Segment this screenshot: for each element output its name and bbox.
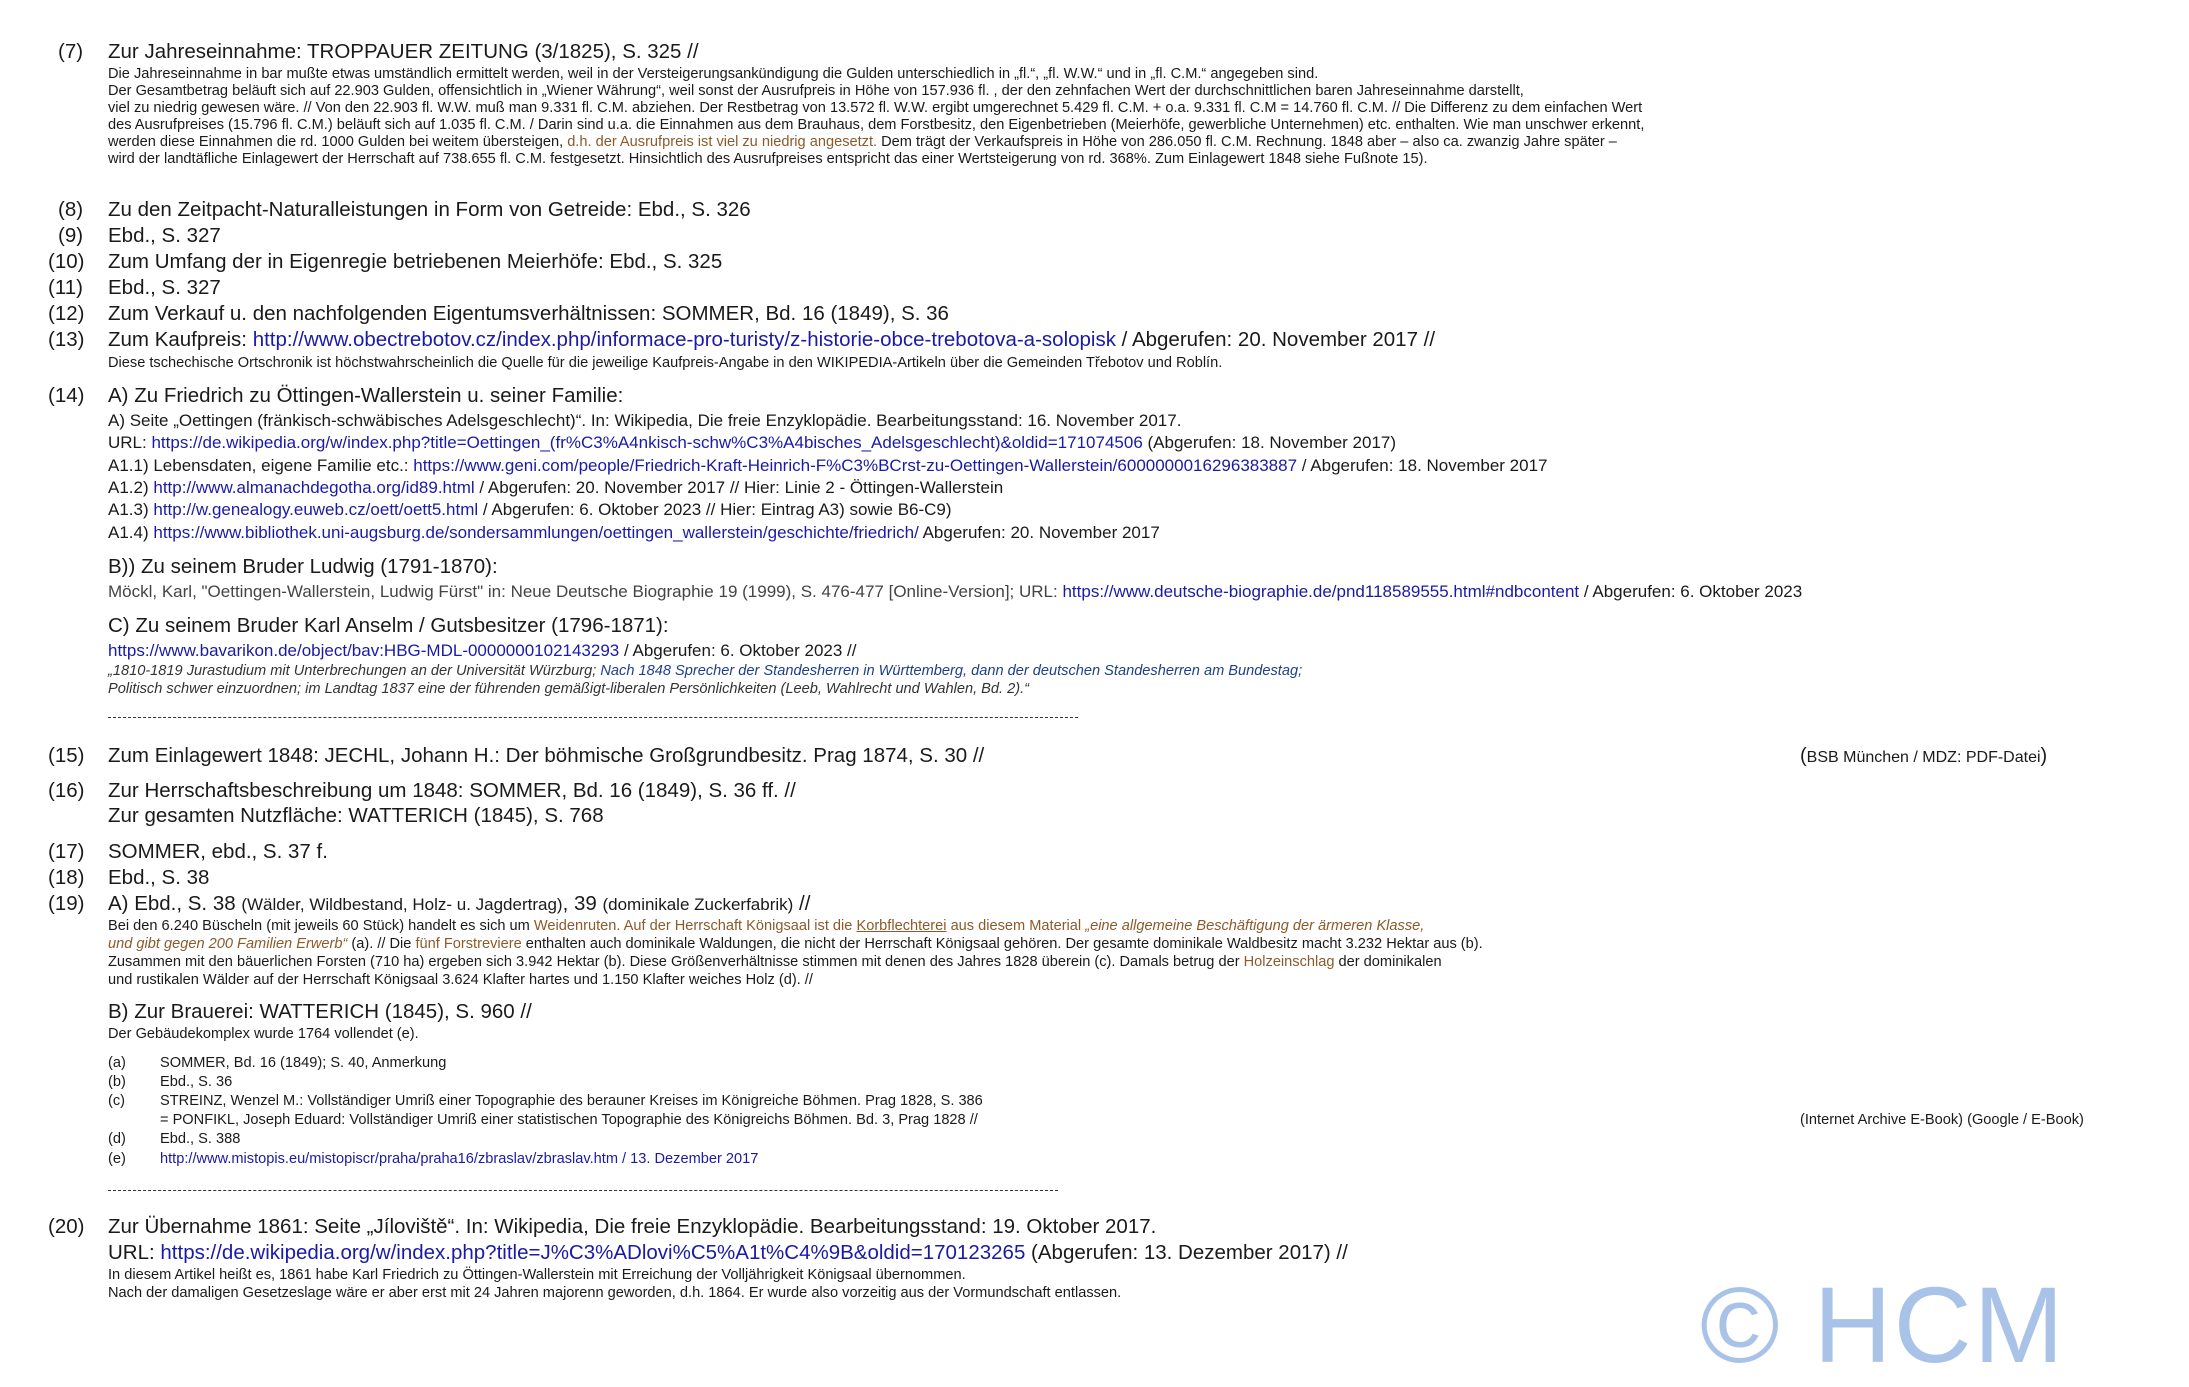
footnote-number-17: (17) [48,840,85,863]
footnote-number-7: (7) [58,40,84,63]
ref-key-a: (a) [108,1055,126,1071]
footnote-14-a12: A1.2) http://www.almanachdegotha.org/id89.html / Abgerufen: 20. November 2017 // Hier: Linie 2 - Öttingen-Wallerstein [108,478,1004,497]
footnote-19-line-3: Zusammen mit den bäuerlichen Forsten (710 ha) ergeben sich 3.942 Hektar (b). Diese Größenverhältnisse stimmen mit denen des Jahres 1828 überein (c). Damals betrug der Holzeinschlag der dominikalen [108,954,1442,970]
footnote-14-a13-link[interactable]: http://w.genealogy.euweb.cz/oett/oett5.html [153,500,479,519]
ref-key-e: (e) [108,1151,126,1167]
footnote-7-line-2: Der Gesamtbetrag beläuft sich auf 22.903 Gulden, offensichtlich in „Wiener Währung“, weil sonst der Ausrufpreis in Höhe von 157.936 fl. , der den zehnfachen Wert der durchschnittlichen baren Jahreseinnahme darstellt, [108,83,1524,99]
footnote-20-line-2: URL: https://de.wikipedia.org/w/index.php?title=J%C3%ADlovi%C5%A1t%C4%9B&oldid=170123265 (Abgerufen: 13. Dezember 2017) // [108,1241,1348,1264]
footnote-14-a12-link[interactable]: http://www.almanachdegotha.org/id89.html [153,478,475,497]
footnote-number-10: (10) [48,250,85,273]
footnote-16-line-1: Zur Herrschaftsbeschreibung um 1848: SOMMER, Bd. 16 (1849), S. 36 ff. // [108,779,796,802]
footnote-19-line-2: und gibt gegen 200 Familien Erwerb“ (a). // Die fünf Forstreviere enthalten auch dominikale Waldungen, die nicht der Herrschaft Königsaal gehören. Der gesamte dominikale Waldbesitz macht 3.232 Hektar aus (b). [108,936,1483,952]
footnote-7-line-6: wird der landtäfliche Einlagewert der Herrschaft auf 738.655 fl. C.M. festgesetzt. Hinsichtlich des Ausrufpreises entspricht das einer Wertsteigerung von rd. 368%. Zum Einlagewert 1848 siehe Fußnote 15). [108,151,1428,167]
ref-source: (Internet Archive E-Book) (Google / E-Book) [1800,1112,2084,1128]
ref-key-d: (d) [108,1131,126,1147]
footnote-14-a14: A1.4) https://www.bibliothek.uni-augsburg.de/sondersammlungen/oettingen_wallerstein/geschichte/friedrich/ Abgerufen: 20. November 2017 [108,523,1160,542]
ref-text-c-2: = PONFIKL, Joseph Eduard: Vollständiger Umriß einer statistischen Topographie des Königreichs Böhmen. Bd. 3, Prag 1828 // [160,1112,978,1128]
ref-key-c: (c) [108,1093,126,1109]
footnote-number-18: (18) [48,866,85,889]
footnote-20-note-2: Nach der damaligen Gesetzeslage wäre er aber erst mit 24 Jahren majorenn geworden, d.h. 1864. Er wurde also vorzeitig aus der Vormundschaft entlassen. [108,1285,1122,1301]
footnote-14-a11: A1.1) Lebensdaten, eigene Familie etc.: https://www.geni.com/people/Friedrich-Kraft-Heinrich-F%C3%BCrst-zu-Oettingen-Wallerstein/6000000016296383887 / Abgerufen: 18. November 2017 [108,456,1548,475]
footnote-11-text: Ebd., S. 327 [108,276,221,299]
footnote-number-20: (20) [48,1215,85,1238]
footnote-14-c-link[interactable]: https://www.bavarikon.de/object/bav:HBG-MDL-0000000102143293 [108,641,620,660]
ref-text-b: Ebd., S. 36 [160,1074,233,1090]
footnote-15-text: Zum Einlagewert 1848: JECHL, Johann H.: Der böhmische Großgrundbesitz. Prag 1874, S. 30 // [108,744,985,767]
footnote-9-text: Ebd., S. 327 [108,224,221,247]
footnote-14-c-quote-2: Politisch schwer einzuordnen; im Landtag 1837 eine der führenden gemäßigt-liberalen Persönlichkeiten (Leeb, Wahlrecht und Wahlen, Bd. 2).“ [108,681,1030,697]
footnote-20-link[interactable]: https://de.wikipedia.org/w/index.php?title=J%C3%ADlovi%C5%A1t%C4%9B&oldid=170123265 [160,1241,1026,1264]
ref-text-e[interactable]: http://www.mistopis.eu/mistopiscr/praha/praha16/zbraslav/zbraslav.htm / 13. Dezember 2017 [160,1151,759,1167]
footnote-14-heading-a: A) Zu Friedrich zu Öttingen-Wallerstein u. seiner Familie: [108,384,624,407]
footnote-14-b-link[interactable]: https://www.deutsche-biographie.de/pnd118589555.html#ndbcontent [1062,582,1580,601]
footnote-14-a13: A1.3) http://w.genealogy.euweb.cz/oett/oett5.html / Abgerufen: 6. Oktober 2023 // Hier: Eintrag A3) sowie B6-C9) [108,500,952,519]
separator-1 [108,717,1078,718]
ref-key-b: (b) [108,1074,126,1090]
footnote-19-heading-a: A) Ebd., S. 38 (Wälder, Wildbestand, Holz- u. Jagdertrag), 39 (dominikale Zuckerfabrik) // [108,892,811,915]
footnote-14-a-line-1: A) Seite „Oettingen (fränkisch-schwäbisches Adelsgeschlecht)“. In: Wikipedia, Die freie Enzyklopädie. Bearbeitungsstand: 16. November 2017. [108,411,1182,430]
footnote-14-heading-b: B)) Zu seinem Bruder Ludwig (1791-1870): [108,555,498,578]
footnote-7-heading: Zur Jahreseinnahme: TROPPAUER ZEITUNG (3/1825), S. 325 // [108,40,699,63]
copyright-watermark: © HCM [1700,1264,2066,1385]
footnote-number-14: (14) [48,384,85,407]
footnote-7-line-1: Die Jahreseinnahme in bar mußte etwas umständlich ermittelt werden, weil in der Versteigerungsankündigung die Gulden unterschiedlich in „fl.“, „fl. W.W.“ und in „fl. C.M.“ angegeben sind. [108,66,1319,82]
footnote-17-text: SOMMER, ebd., S. 37 f. [108,840,328,863]
footnote-15-source: (BSB München / MDZ: PDF-Datei) [1800,745,2048,767]
footnote-14-b-line: Möckl, Karl, "Oettingen-Wallerstein, Ludwig Fürst" in: Neue Deutsche Biographie 19 (1999), S. 476-477 [Online-Version]; URL: https://www.deutsche-biographie.de/pnd118589555.html#ndbcontent / Abgerufen: 6. Oktober 2023 [108,582,1803,601]
ref-text-a: SOMMER, Bd. 16 (1849); S. 40, Anmerkung [160,1055,447,1071]
footnote-16-line-2: Zur gesamten Nutzfläche: WATTERICH (1845), S. 768 [108,804,604,827]
footnote-number-8: (8) [58,198,84,221]
footnote-number-11: (11) [48,276,83,299]
footnote-13-text: Zum Kaufpreis: http://www.obectrebotov.cz/index.php/informace-pro-turisty/z-historie-obce-trebotova-a-solopisk / Abgerufen: 20. November 2017 // [108,328,1436,351]
footnote-14-c-line: https://www.bavarikon.de/object/bav:HBG-MDL-0000000102143293 / Abgerufen: 6. Oktober 2023 // [108,641,857,660]
footnote-14-a14-link[interactable]: https://www.bibliothek.uni-augsburg.de/sondersammlungen/oettingen_wallerstein/geschichte/friedrich/ [153,523,919,542]
footnote-13-link[interactable]: http://www.obectrebotov.cz/index.php/informace-pro-turisty/z-historie-obce-trebotova-a-solopisk [252,328,1116,351]
footnote-14-a-line-2: URL: https://de.wikipedia.org/w/index.php?title=Oettingen_(fr%C3%A4nkisch-schw%C3%A4bisches_Adelsgeschlecht)&oldid=171074506 (Abgerufen: 18. November 2017) [108,433,1397,452]
footnote-19-heading-b: B) Zur Brauerei: WATTERICH (1845), S. 960 // [108,1000,532,1023]
ref-text-c: STREINZ, Wenzel M.: Vollständiger Umriß einer Topographie des berauner Kreises im Königreiche Böhmen. Prag 1828, S. 386 [160,1093,983,1109]
footnote-13-note: Diese tschechische Ortschronik ist höchstwahrscheinlich die Quelle für die jeweilige Kaufpreis-Angabe in den WIKIPEDIA-Artikeln über die Gemeinden Třebotov und Roblín. [108,355,1223,371]
footnote-number-15: (15) [48,744,85,767]
footnote-8-text: Zu den Zeitpacht-Naturalleistungen in Form von Getreide: Ebd., S. 326 [108,198,751,221]
footnote-19-b-note: Der Gebäudekomplex wurde 1764 vollendet (e). [108,1026,419,1042]
footnote-7-line-5: werden diese Einnahmen die rd. 1000 Gulden bei weitem übersteigen, d.h. der Ausrufpreis ist viel zu niedrig angesetzt. Dem trägt der Verkaufspreis in Höhe von 286.050 fl. C.M. Rechnung. 1848 aber – also ca. zwanzig Jahre später – [108,134,1617,150]
footnote-7-line-4: des Ausrufpreises (15.796 fl. C.M.) beläuft sich auf 1.035 fl. C.M. / Darin sind u.a. die Einnahmen aus dem Brauhaus, dem Forstbesitz, den Eigenbetrieben (Meierhöfe, gewerbliche Unternehmen) etc. enthalten. Wie man unschwer erkennt, [108,117,1645,133]
footnote-7-line-3: viel zu niedrig gewesen wäre. // Von den 22.903 fl. W.W. muß man 9.331 fl. C.M. abziehen. Der Restbetrag von 13.572 fl. W.W. ergibt umgerechnet 5.429 fl. C.M. + o.a. 9.331 fl. C.M = 14.760 fl. C.M. // Die Differenz zu dem einfachen Wert [108,100,1643,116]
footnote-10-text: Zum Umfang der in Eigenregie betriebenen Meierhöfe: Ebd., S. 325 [108,250,723,273]
ref-text-d: Ebd., S. 388 [160,1131,241,1147]
footnote-14-a-link[interactable]: https://de.wikipedia.org/w/index.php?title=Oettingen_(fr%C3%A4nkisch-schw%C3%A4bisches_Adelsgeschlecht)&oldid=171074506 [151,433,1143,452]
footnote-20-line-1: Zur Übernahme 1861: Seite „Jíloviště“. In: Wikipedia, Die freie Enzyklopädie. Bearbeitungsstand: 19. Oktober 2017. [108,1215,1157,1238]
footnote-number-12: (12) [48,302,85,325]
footnote-19-line-1: Bei den 6.240 Büscheln (mit jeweils 60 Stück) handelt es sich um Weidenruten. Auf der Herrschaft Königsaal ist die Korbflechterei aus diesem Material „eine allgemeine Beschäftigung der ärmeren Klasse, [108,918,1425,934]
footnote-number-16: (16) [48,779,85,802]
footnote-14-heading-c: C) Zu seinem Bruder Karl Anselm / Gutsbesitzer (1796-1871): [108,614,669,637]
footnote-18-text: Ebd., S. 38 [108,866,210,889]
footnote-number-19: (19) [48,892,85,915]
footnote-7-highlight: d.h. der Ausrufpreis ist viel zu niedrig angesetzt. [567,134,878,150]
footnote-14-c-quote-1: „1810-1819 Jurastudium mit Unterbrechungen an der Universität Würzburg; Nach 1848 Sprecher der Standesherren in Württemberg, dann der deutschen Standesherren am Bundestag; [108,663,1303,679]
footnote-20-note-1: In diesem Artikel heißt es, 1861 habe Karl Friedrich zu Öttingen-Wallerstein mit Erreichung der Volljährigkeit Königsaal übernommen. [108,1267,966,1283]
footnote-number-13: (13) [48,328,85,351]
footnote-number-9: (9) [58,224,84,247]
footnote-12-text: Zum Verkauf u. den nachfolgenden Eigentumsverhältnissen: SOMMER, Bd. 16 (1849), S. 36 [108,302,949,325]
footnote-19-line-4: und rustikalen Wälder auf der Herrschaft Königsaal 3.624 Klafter hartes und 1.150 Klafter weiches Holz (d). // [108,972,813,988]
footnote-14-a11-link[interactable]: https://www.geni.com/people/Friedrich-Kraft-Heinrich-F%C3%BCrst-zu-Oettingen-Wallerstein/6000000016296383887 [413,456,1298,475]
separator-2 [108,1190,1058,1191]
